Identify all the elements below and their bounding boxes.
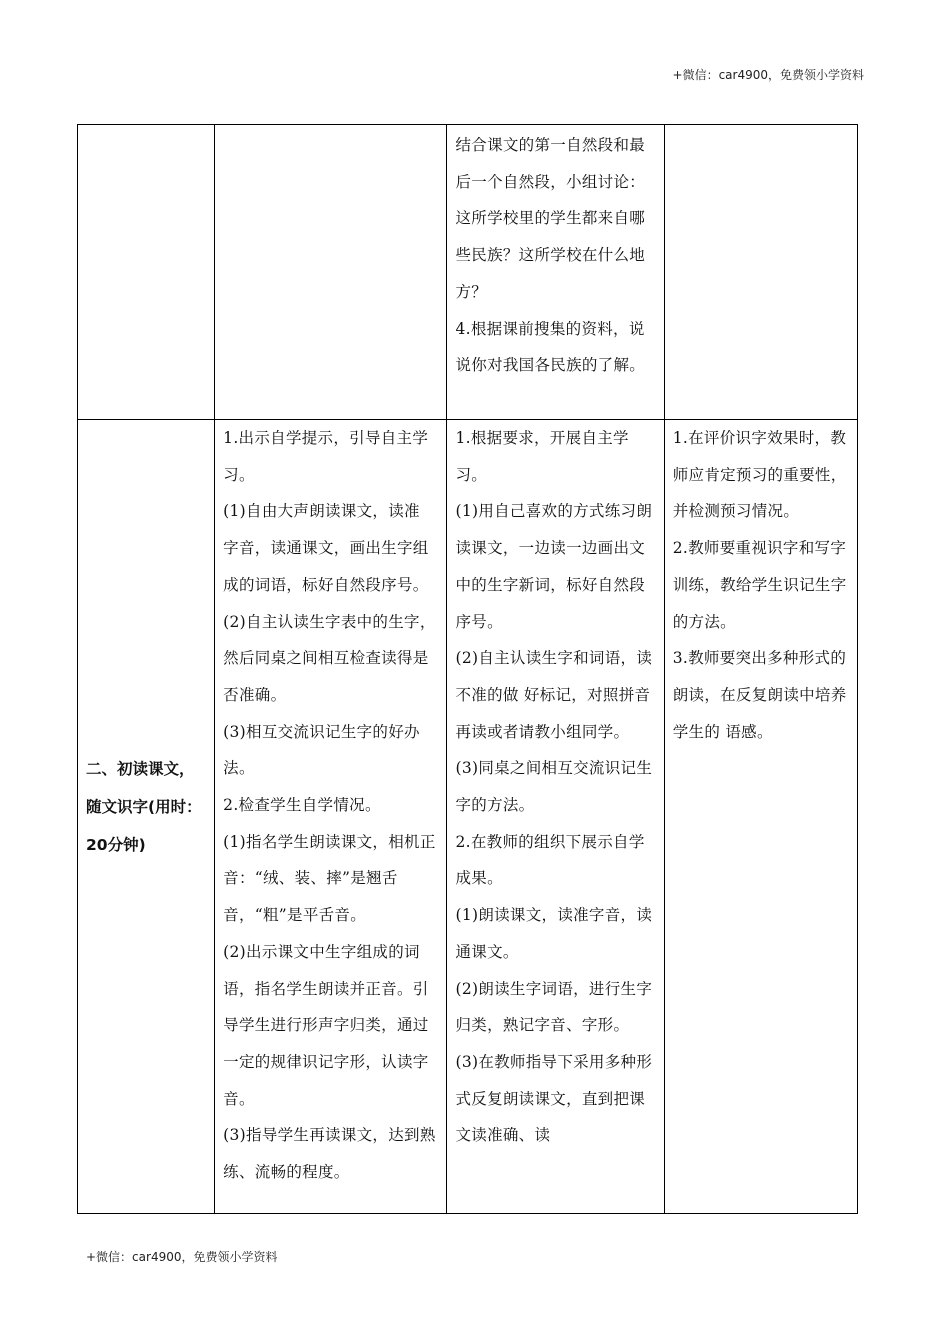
paragraph: (1)用自己喜欢的方式练习朗读课文，一边读一边画出文中的生字新词，标好自然段序号。 [455, 502, 653, 631]
paragraph: 2.在教师的组织下展示自学成果。 [455, 832, 645, 888]
teacher-activity-cell [215, 420, 447, 1214]
paragraph: 结合课文的第一自然段和最后一个自然段，小组讨论：这所学校里的学生都来自哪些民族？这所学校在什么地方？ [455, 136, 646, 301]
paragraph: (1)指名学生朗读课文，相机正音：“绒、装、摔”是翘舌音，“粗”是平舌音。 [223, 832, 436, 925]
paragraph: 1.在评价识字效果时，教师应肯定预习的重要性，并检测预习情况。 [672, 429, 847, 521]
paragraph: 2.检查学生自学情况。 [223, 796, 381, 815]
paragraph: (3)指导学生再读课文，达到熟练、流畅的程度。 [223, 1126, 436, 1182]
paragraph: 4.根据课前搜集的资料，说说你对我国各民族的了解。 [455, 319, 646, 375]
paragraph: (2)自主认读生字和词语，读不准的做 好标记，对照拼音再读或者请教小组同学。 [455, 649, 653, 741]
paragraph: 2.教师要重视识字和写字训练，教给学生识记生字的方法。 [672, 539, 847, 631]
student-activity-cell [447, 420, 664, 1214]
paragraph: 3.教师要突出多种形式的朗读，在反复朗读中培养学生的 语感。 [672, 649, 847, 741]
paragraph: (3)同桌之间相互交流识记生字的方法。 [455, 759, 653, 815]
paragraph: (2)自主认读生字表中的生字，然后同桌之间相互检查读得是否准确。 [223, 612, 436, 704]
header-note: +微信：car4900，免费领小学资料 [672, 68, 864, 82]
paragraph: 1.根据要求，开展自主学习。 [455, 429, 629, 484]
footer-note: +微信：car4900，免费领小学资料 [86, 1250, 278, 1264]
lesson-plan-table [77, 124, 858, 1214]
stage-label: 二、初读课文，随文识字(用时：20分钟) [86, 759, 202, 854]
stage-cell [78, 125, 215, 420]
paragraph: (1)自由大声朗读课文，读准 字音，读通课文，画出生字组成的词语，标好自然段序号。 [223, 502, 429, 594]
paragraph: (2)出示课文中生字组成的词语，指名学生朗读并正音。引导学生进行形声字归类，通过一定的规律识记字形，认读字音。 [223, 942, 429, 1108]
paragraph: (3)在教师指导下采用多种形式反复朗读课文，直到把课文读准确、读 [455, 1052, 653, 1145]
paragraph: 1.出示自学提示，引导自主学习。 [223, 429, 429, 484]
student-activity-cell [447, 125, 664, 420]
stage-cell [78, 420, 215, 1214]
table-row [78, 125, 858, 420]
paragraph: (2)朗读生字词语，进行生字归类，熟记字音、字形。 [455, 979, 653, 1035]
teacher-activity-cell [215, 125, 447, 420]
design-intent-cell [664, 125, 857, 420]
paragraph: (3)相互交流识记生字的好办法。 [223, 722, 420, 778]
table-row [78, 420, 858, 1214]
paragraph: (1)朗读课文，读准字音，读通课文。 [455, 906, 653, 961]
design-intent-cell [664, 420, 857, 1214]
